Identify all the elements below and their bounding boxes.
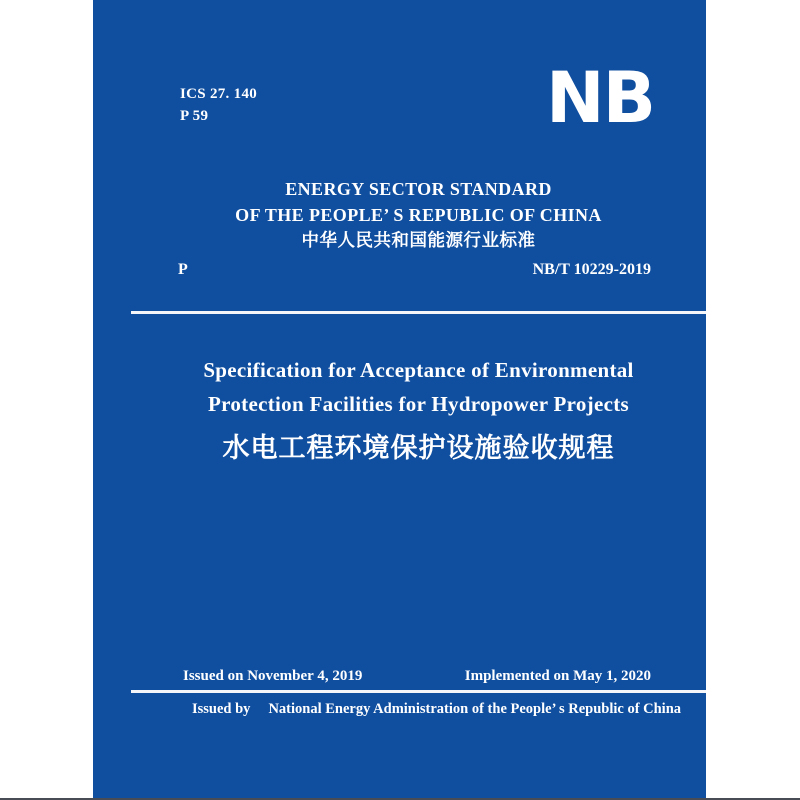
standard-title-block	[131, 353, 706, 466]
issued-by-value: National Energy Administration of the People’ s Republic of China	[268, 701, 682, 717]
title-cn: 水电工程环境保护设施验收规程	[222, 433, 615, 464]
standard-number: NB/T 10229-2019	[532, 261, 651, 278]
bottom-divider-rule	[131, 690, 706, 693]
issued-by-label: Issued by	[192, 701, 251, 717]
org-heading-en-line1: ENERGY SECTOR STANDARD	[285, 179, 552, 199]
top-divider-rule	[131, 311, 706, 314]
issued-date: Issued on November 4, 2019	[183, 668, 363, 684]
dates-row	[131, 668, 706, 685]
doc-class-row	[131, 261, 706, 279]
org-heading-cn: 中华人民共和国能源行业标准	[301, 231, 536, 251]
ics-classification-block	[180, 83, 257, 127]
issuer-row	[131, 701, 706, 718]
org-heading-en-line2: OF THE PEOPLE’ S REPUBLIC OF CHINA	[235, 205, 602, 225]
nb-logo: NB	[546, 57, 654, 139]
title-en-line2: Protection Facilities for Hydropower Projects	[208, 392, 629, 416]
classification-code: P 59	[180, 108, 209, 124]
standard-org-heading	[131, 176, 706, 255]
doc-class-letter: P	[178, 261, 188, 278]
ics-code: ICS 27. 140	[180, 86, 258, 102]
implemented-date: Implemented on May 1, 2020	[464, 668, 651, 684]
blue-cover-panel	[93, 0, 706, 800]
title-en-line1: Specification for Acceptance of Environmental	[203, 358, 634, 382]
